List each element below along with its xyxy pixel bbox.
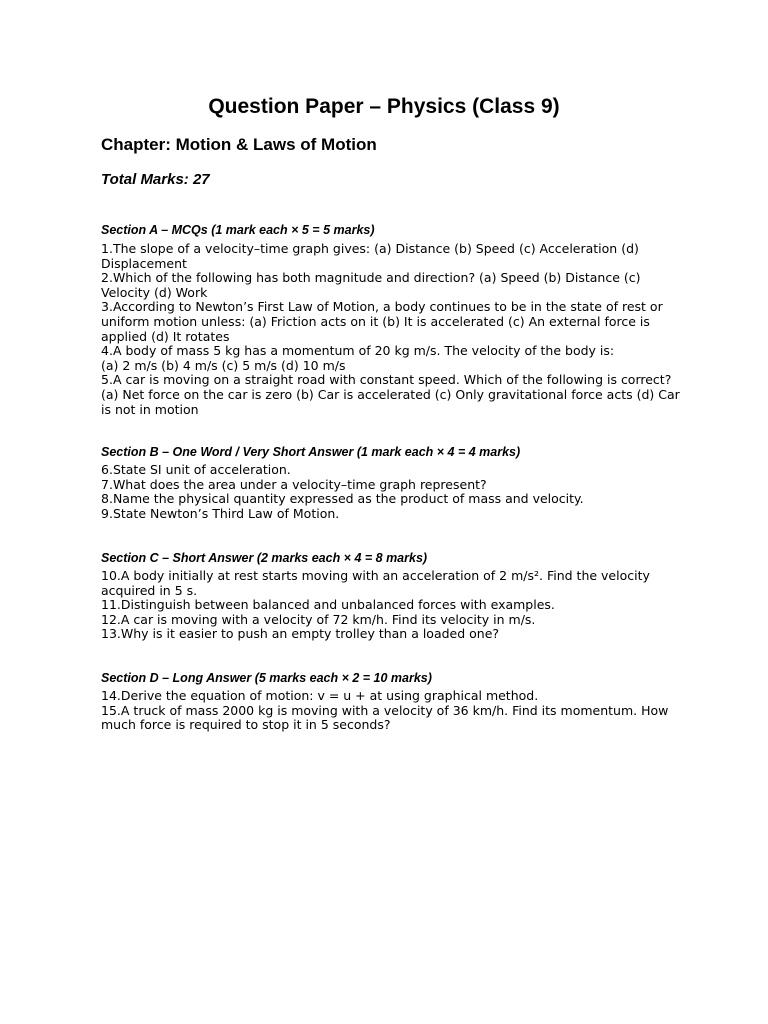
- question-text: A body of mass 5 kg has a momentum of 20 kg m/s. The velocity of the body is:: [112, 343, 615, 359]
- section-a-heading: Section A – MCQs (1 mark each × 5 = 5 marks): [101, 223, 375, 237]
- question-number: 14.: [101, 688, 121, 703]
- question-number: 12.: [101, 611, 121, 627]
- section-c-heading: Section C – Short Answer (2 marks each × 4 = 8 marks): [101, 551, 428, 565]
- question-item: [101, 689, 681, 704]
- question-number: 7.: [101, 476, 113, 492]
- question-number: 4.: [101, 343, 113, 359]
- question-item: [101, 463, 681, 478]
- question-text: Which of the following has both magnitude and direction? (a) Speed (b) Distance (c) Velocity (d) Work: [101, 270, 641, 300]
- question-item: [101, 598, 681, 613]
- section-c-questions: [101, 569, 681, 642]
- question-number: 10.: [101, 568, 121, 583]
- question-text: State SI unit of acceleration.: [112, 462, 291, 477]
- question-text: State Newton’s Third Law of Motion.: [112, 505, 340, 521]
- question-item: [101, 492, 681, 507]
- question-item: [101, 373, 681, 417]
- question-options: (a) 2 m/s (b) 4 m/s (c) 5 m/s (d) 10 m/s: [101, 357, 346, 373]
- question-text: A truck of mass 2000 kg is moving with a velocity of 36 km/h. Find its momentum. How much force is required to stop it in 5 seconds?: [101, 702, 669, 733]
- question-item: [101, 300, 681, 344]
- question-item: [101, 478, 681, 493]
- question-text: A car is moving with a velocity of 72 km/h. Find its velocity in m/s.: [120, 611, 536, 627]
- question-text: Name the physical quantity expressed as the product of mass and velocity.: [112, 491, 584, 507]
- question-number: 9.: [101, 505, 113, 521]
- section-a-questions: [101, 242, 681, 417]
- question-text: A body initially at rest starts moving with an acceleration of 2 m/s². Find the velocity acquired in 5 s.: [101, 568, 650, 598]
- page-title: Question Paper – Physics (Class 9): [208, 95, 560, 118]
- question-number: 13.: [101, 626, 121, 642]
- section-b-questions: [101, 463, 681, 521]
- question-number: 15.: [101, 702, 121, 718]
- question-item: [101, 344, 681, 373]
- question-text: Why is it easier to push an empty trolley than a loaded one?: [120, 626, 500, 642]
- question-item: [101, 569, 681, 598]
- question-number: 3.: [101, 299, 113, 315]
- section-d-heading: Section D – Long Answer (5 marks each × 2 = 10 marks): [101, 671, 432, 685]
- question-number: 6.: [101, 462, 113, 477]
- question-number: 2.: [101, 270, 113, 286]
- question-item: [101, 613, 681, 628]
- question-text: Distinguish between balanced and unbalanced forces with examples.: [120, 597, 555, 613]
- question-text: What does the area under a velocity–time graph represent?: [112, 476, 487, 492]
- question-item: [101, 627, 681, 642]
- question-number: 11.: [101, 597, 121, 613]
- question-text: The slope of a velocity–time graph gives: (a) Distance (b) Speed (c) Acceleration (d) Displacement: [101, 241, 639, 271]
- question-item: [101, 242, 681, 271]
- section-d-questions: [101, 689, 681, 733]
- question-text: A car is moving on a straight road with constant speed. Which of the following is correct? (a) Net force on the car is zero (b) Car is accelerated (c) Only gravitational force acts (d) Car is not in motion: [101, 372, 680, 417]
- question-text: Derive the equation of motion: v = u + at using graphical method.: [120, 688, 539, 703]
- chapter-heading: Chapter: Motion & Laws of Motion: [101, 135, 377, 154]
- question-item: [101, 704, 681, 733]
- question-text: According to Newton’s First Law of Motion, a body continues to be in the state of rest or uniform motion unless: (a) Friction acts on it (b) It is accelerated (c) An external force is applied (d) It rotates: [101, 299, 663, 344]
- section-b-heading: Section B – One Word / Very Short Answer (1 mark each × 4 = 4 marks): [101, 445, 521, 459]
- question-item: [101, 271, 681, 300]
- question-item: [101, 507, 681, 522]
- total-marks: Total Marks: 27: [101, 171, 210, 188]
- question-number: 8.: [101, 491, 113, 507]
- question-number: 1.: [101, 241, 113, 256]
- question-number: 5.: [101, 372, 113, 388]
